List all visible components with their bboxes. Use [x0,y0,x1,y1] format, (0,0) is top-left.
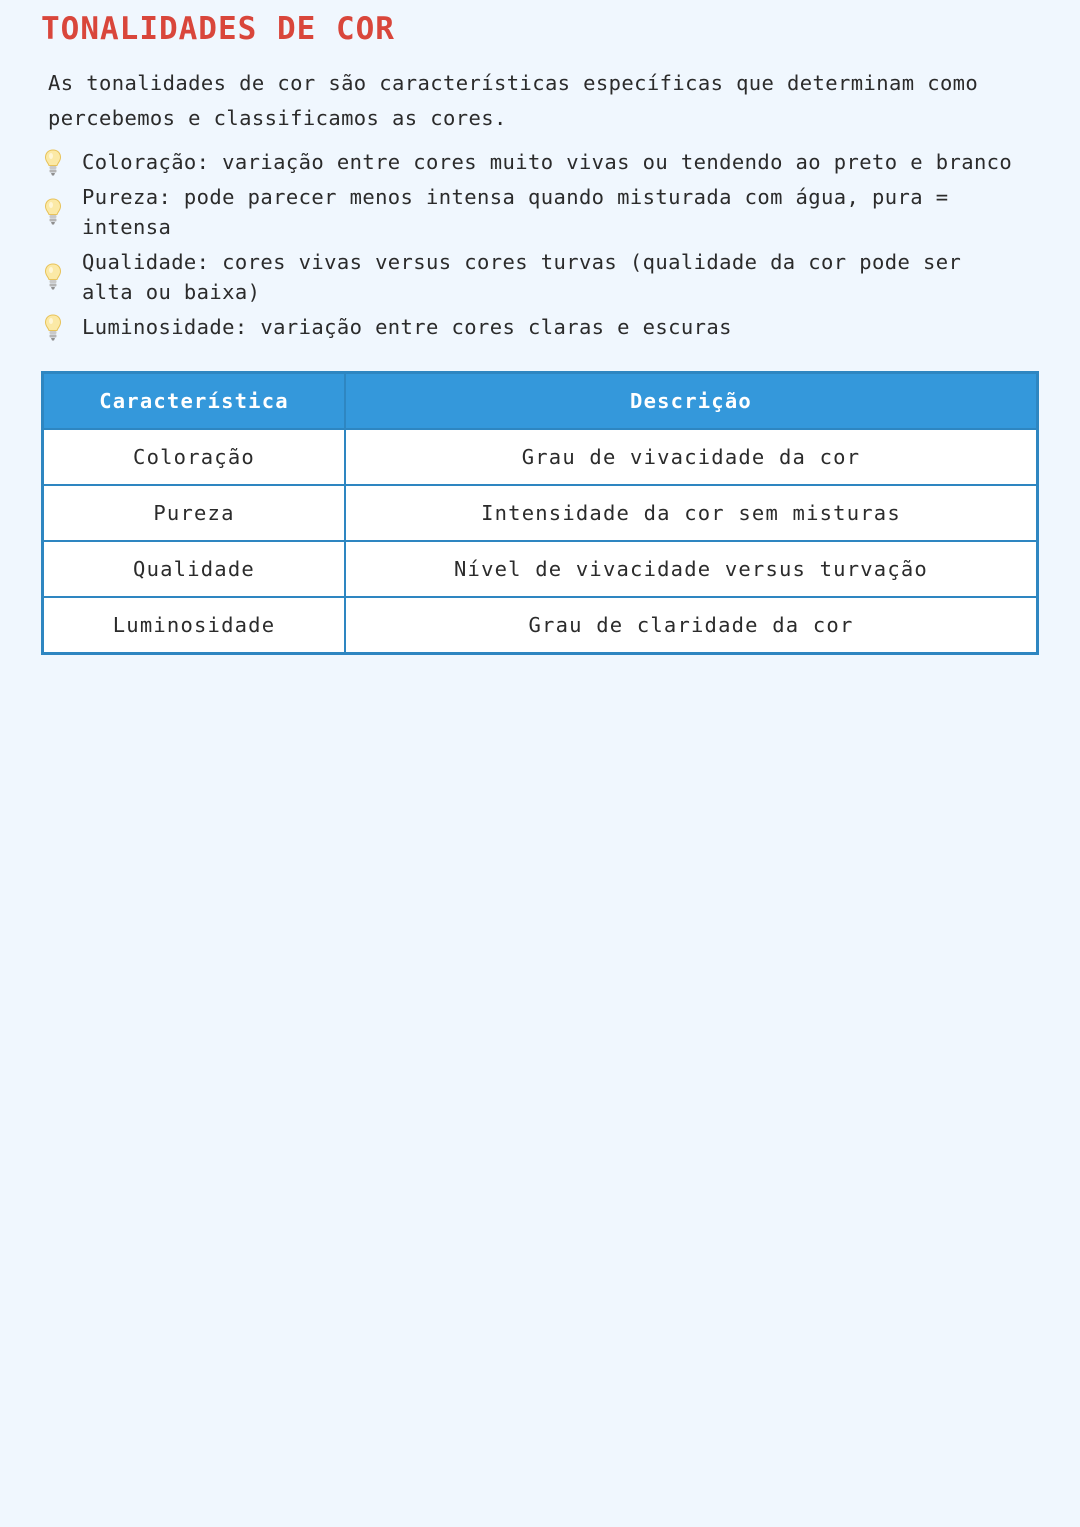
page-title: TONALIDADES DE COR [41,11,395,47]
table-row [43,597,1038,654]
lightbulb-icon [44,198,62,226]
table-row [43,541,1038,597]
table-row [43,485,1038,541]
table-cell: Qualidade [43,541,345,597]
list-item [44,147,1054,177]
bullet-text-line-2: intensa [82,215,172,239]
bullet-text: Luminosidade: variação entre cores claras e escuras [82,315,732,339]
lightbulb-icon [44,263,62,291]
table-cell: Pureza [43,485,345,541]
table-cell: Luminosidade [43,597,345,654]
column-header-characteristic: Característica [43,373,345,430]
intro-line-1: As tonalidades de cor são características específicas que determinam como [48,71,979,95]
bullet-text: Coloração: variação entre cores muito vivas ou tendendo ao preto e branco [82,150,1013,174]
lightbulb-icon [44,314,62,342]
table-row [43,429,1038,485]
bullet-text-line-1: Qualidade: cores vivas versus cores turvas (qualidade da cor pode ser [82,250,962,274]
list-item [44,312,1054,342]
lightbulb-icon [44,149,62,177]
table-cell: Grau de claridade da cor [345,597,1038,654]
table-cell: Grau de vivacidade da cor [345,429,1038,485]
list-item [44,247,1054,307]
intro-line-2: percebemos e classificamos as cores. [48,106,507,130]
bullet-list [44,147,1054,347]
table-cell: Intensidade da cor sem misturas [345,485,1038,541]
bullet-text-line-1: Pureza: pode parecer menos intensa quando misturada com água, pura = [82,185,949,209]
characteristics-table [41,371,1039,655]
table-cell: Coloração [43,429,345,485]
bullet-text-line-2: alta ou baixa) [82,280,261,304]
intro-paragraph [48,66,1048,136]
list-item [44,182,1054,242]
table-cell: Nível de vivacidade versus turvação [345,541,1038,597]
column-header-description: Descrição [345,373,1038,430]
table-header-row [43,373,1038,430]
